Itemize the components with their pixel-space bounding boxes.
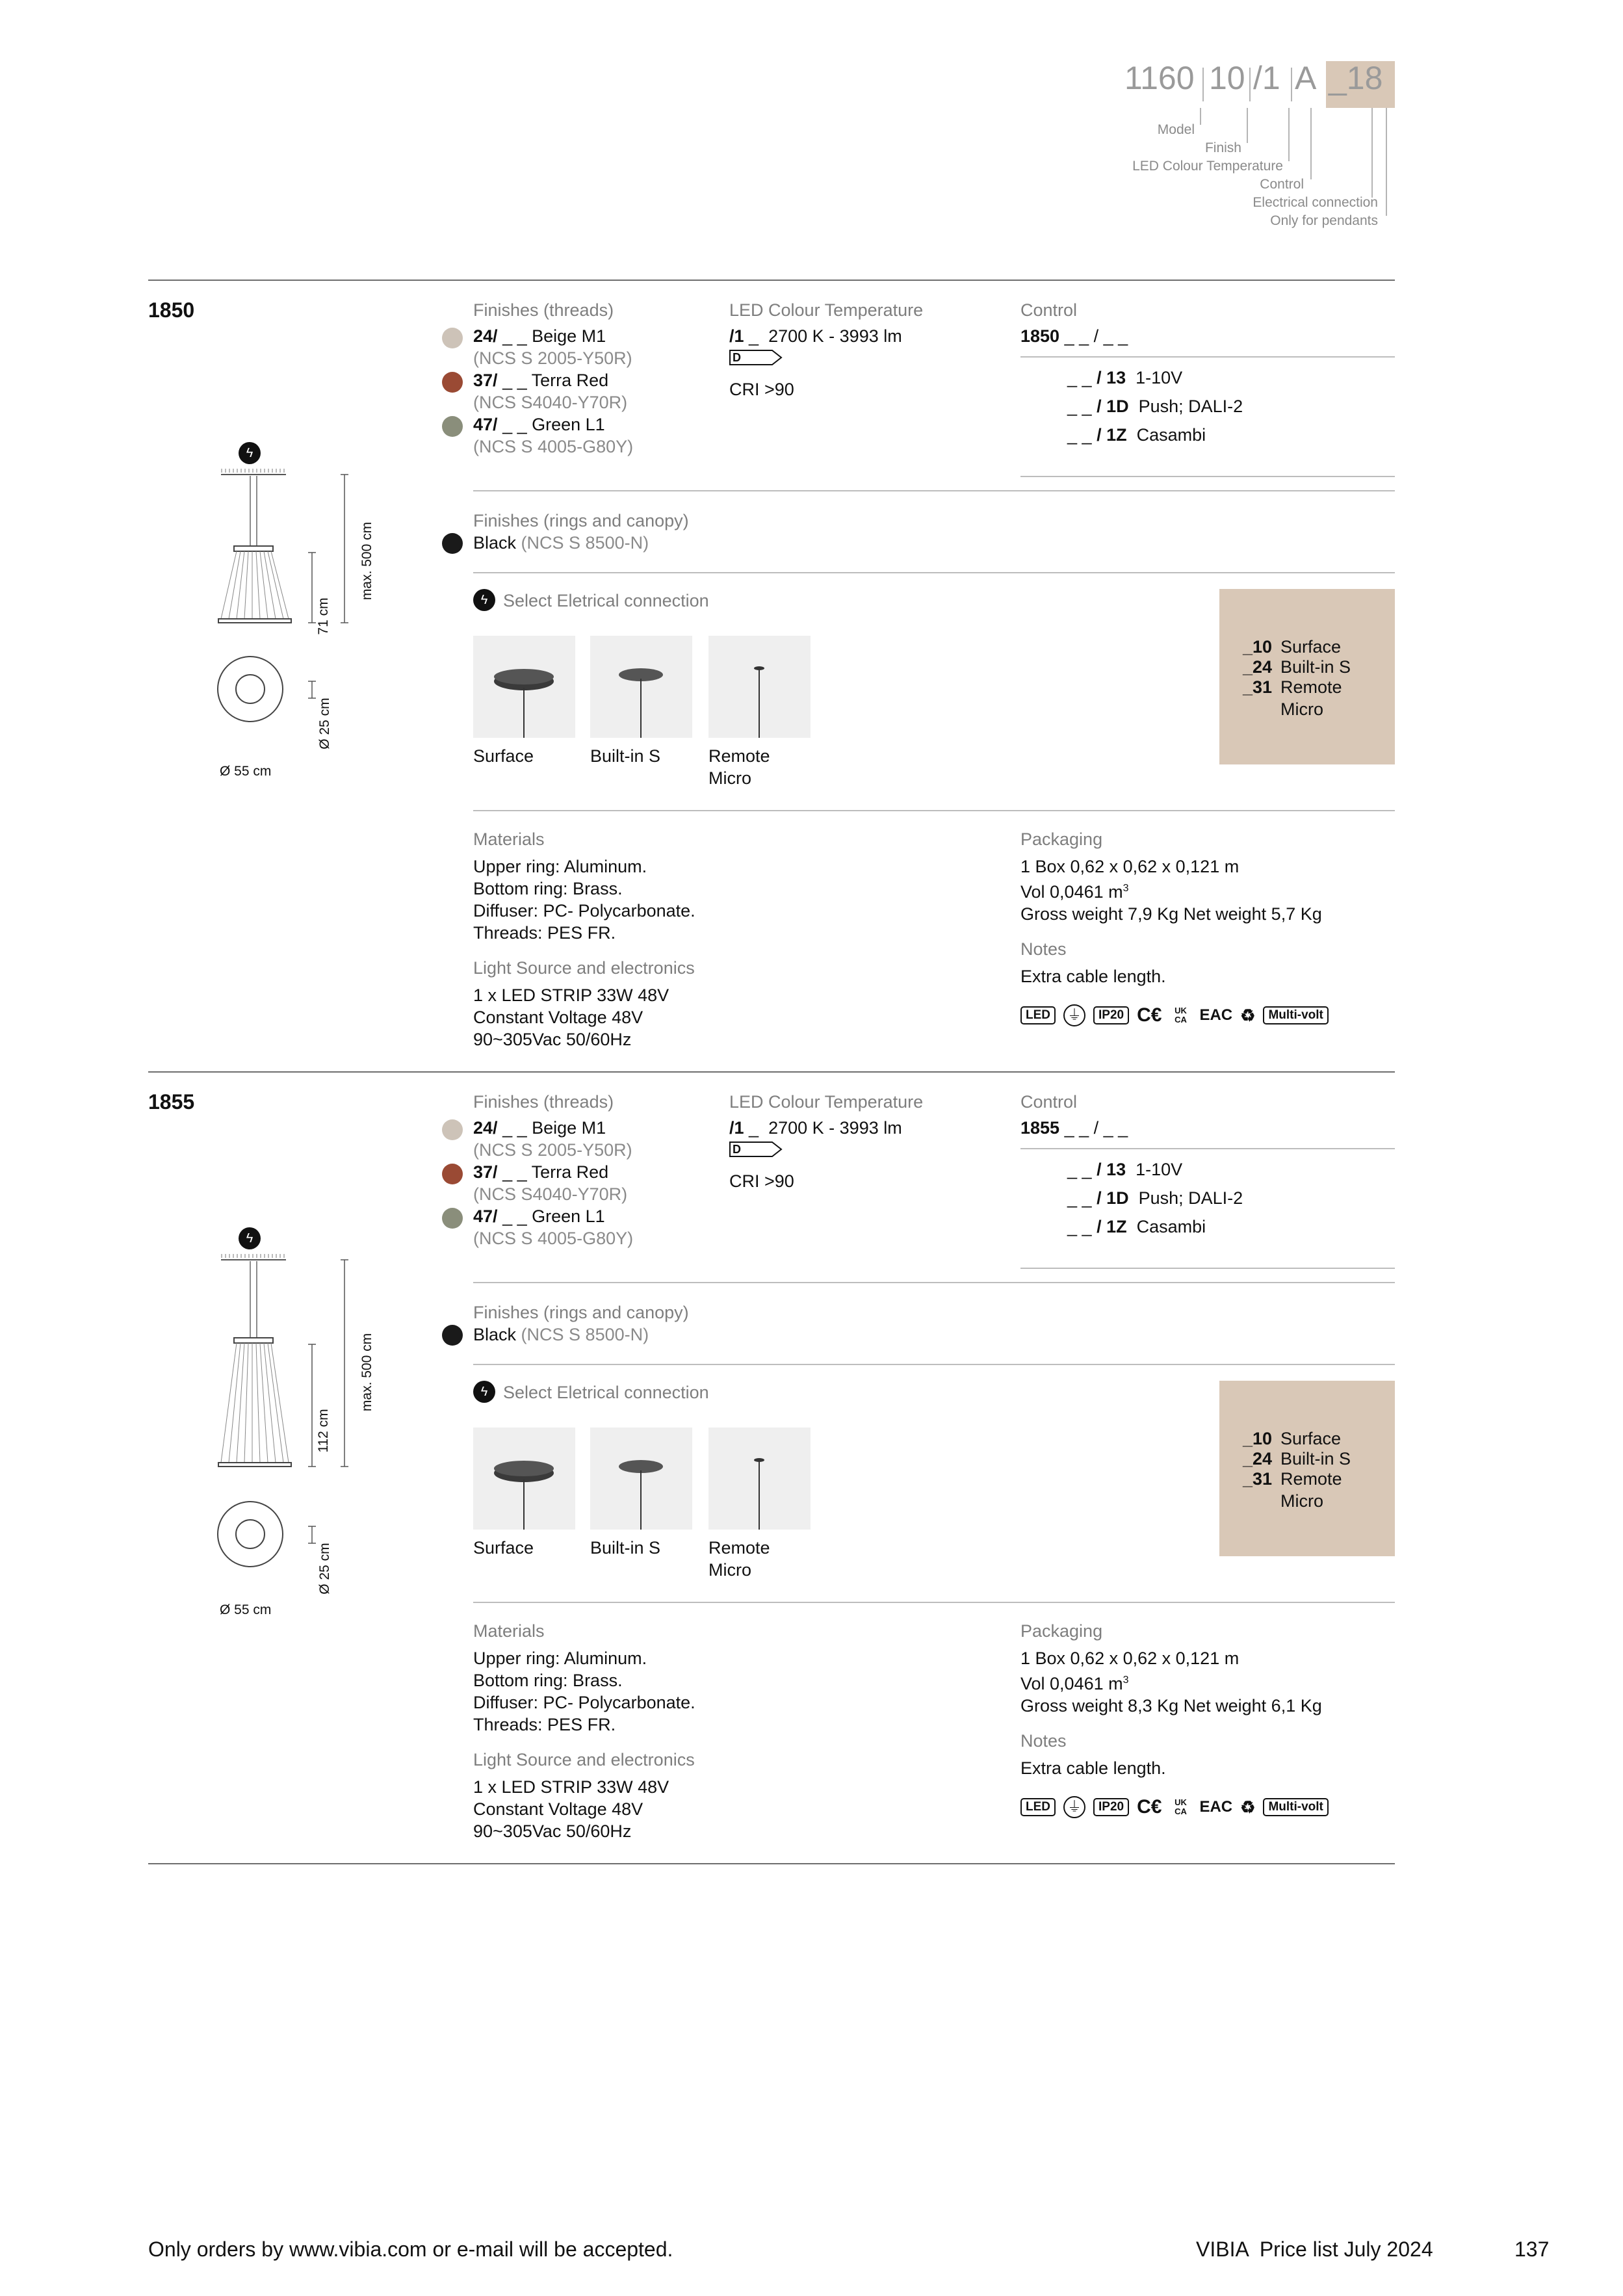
connection-code: _31 xyxy=(1243,1469,1273,1489)
notes-label: Notes xyxy=(1020,939,1067,959)
code-led: /1 xyxy=(1253,60,1280,96)
finish-code: 47/ xyxy=(473,1207,498,1226)
finish-name: Terra Red xyxy=(531,371,609,390)
light-label: Light Source and electronics xyxy=(473,1750,695,1769)
connection-built-in-s[interactable] xyxy=(590,636,692,738)
color-swatch xyxy=(442,1164,463,1184)
max-height-dimension: max. 500 cm xyxy=(359,1333,374,1412)
connection-code: _31 xyxy=(1243,677,1273,697)
lamp-diagram xyxy=(208,468,403,780)
lamp-drawing xyxy=(208,442,403,780)
connection-code-name: Remote Micro xyxy=(1280,1469,1342,1511)
control-code: / 1Z xyxy=(1097,425,1127,445)
elec-label: Select Eletrical connection xyxy=(503,591,709,610)
power-icon: ϟ xyxy=(239,442,261,464)
finish-ncs: (NCS S 4005-G80Y) xyxy=(473,1229,634,1248)
finish-name: Beige M1 xyxy=(532,326,606,346)
light-line: 90~305Vac 50/60Hz xyxy=(473,1821,632,1841)
elec-label: Select Eletrical connection xyxy=(503,1383,709,1402)
rings-ncs: (NCS S 8500-N) xyxy=(521,533,649,553)
ip-badge: IP20 xyxy=(1093,1006,1129,1024)
control-label: Control xyxy=(1020,1092,1078,1112)
finish-ncs: (NCS S4040-Y70R) xyxy=(473,393,628,412)
color-swatch xyxy=(442,533,463,554)
eac-mark-icon: EAC xyxy=(1199,1798,1233,1816)
rings-label: Finishes (rings and canopy) xyxy=(473,1303,689,1322)
finish-code: 37/ xyxy=(473,371,498,390)
materials-section xyxy=(473,828,928,1050)
control-code: / 1D xyxy=(1097,397,1129,416)
control-model-code: 1855 xyxy=(1020,1118,1060,1138)
cri-value: CRI >90 xyxy=(729,1171,794,1191)
led-option[interactable] xyxy=(729,325,989,347)
ukca-mark-icon: UK CA xyxy=(1175,1006,1187,1024)
legend-pendants: Only for pendants xyxy=(1270,213,1378,228)
control-name: Push; DALI-2 xyxy=(1138,397,1243,416)
earth-icon: ⏚ xyxy=(1063,1796,1085,1818)
material-line: Threads: PES FR. xyxy=(473,1715,616,1734)
color-swatch xyxy=(442,328,463,348)
finish-option[interactable] xyxy=(442,1205,689,1249)
connection-label: Remote Micro xyxy=(708,1538,770,1580)
control-name: Push; DALI-2 xyxy=(1138,1188,1243,1208)
finishes-rings xyxy=(442,1301,832,1346)
light-line: Constant Voltage 48V xyxy=(473,1799,643,1819)
packaging-section xyxy=(1020,828,1395,1026)
electrical-connection xyxy=(473,589,1395,810)
color-swatch xyxy=(442,1325,463,1346)
electrical-connection xyxy=(473,1381,1395,1602)
control-option[interactable] xyxy=(1067,1158,1395,1181)
control-code: / 13 xyxy=(1097,1160,1126,1179)
power-icon: ϟ xyxy=(473,1381,495,1403)
lamp-drawing xyxy=(208,1227,403,1595)
control-blank: _ _ xyxy=(1067,368,1092,387)
finish-ncs: (NCS S4040-Y70R) xyxy=(473,1184,628,1204)
finishes-threads-label: Finishes (threads) xyxy=(473,300,614,320)
control-option[interactable] xyxy=(1067,424,1395,446)
connection-surface[interactable] xyxy=(473,636,575,738)
earth-icon: ⏚ xyxy=(1063,1004,1085,1026)
connection-codes-box xyxy=(1219,589,1395,764)
packaging-label: Packaging xyxy=(1020,829,1103,849)
rings-name: Black xyxy=(473,533,517,553)
recycle-icon: ♻ xyxy=(1240,1797,1256,1817)
material-line: Upper ring: Aluminum. xyxy=(473,1649,647,1668)
max-height-dimension: max. 500 cm xyxy=(359,521,374,601)
energy-class: D xyxy=(733,1143,741,1156)
light-line: 1 x LED STRIP 33W 48V xyxy=(473,985,669,1005)
finish-option[interactable] xyxy=(442,413,689,458)
light-label: Light Source and electronics xyxy=(473,958,695,978)
control-blank: _ _ xyxy=(1067,1188,1092,1208)
box-dimensions: 1 Box 0,62 x 0,62 x 0,121 m xyxy=(1020,857,1240,876)
connection-label: Remote Micro xyxy=(708,746,770,788)
connection-label: Surface xyxy=(473,1538,534,1558)
connection-code: _10 xyxy=(1243,637,1273,657)
finish-option[interactable] xyxy=(442,369,689,413)
connection-code-name: Remote Micro xyxy=(1280,677,1342,719)
certification-badges xyxy=(1020,1004,1395,1026)
legend-led: LED Colour Temperature xyxy=(1132,159,1283,174)
box-dimensions: 1 Box 0,62 x 0,62 x 0,121 m xyxy=(1020,1649,1240,1668)
finish-ncs: (NCS S 2005-Y50R) xyxy=(473,348,632,368)
finish-option[interactable] xyxy=(442,325,689,369)
connection-built-in-s[interactable] xyxy=(590,1428,692,1530)
weights: Gross weight 7,9 Kg Net weight 5,7 Kg xyxy=(1020,904,1322,924)
eac-mark-icon: EAC xyxy=(1199,1006,1233,1024)
canopy-dimension: Ø 25 cm xyxy=(317,1543,332,1595)
control-label: Control xyxy=(1020,300,1078,320)
volume-unit-exponent: 3 xyxy=(1123,883,1129,894)
energy-class-badge xyxy=(729,1141,783,1157)
finish-name: Green L1 xyxy=(532,1207,605,1226)
certification-badges xyxy=(1020,1796,1395,1818)
light-line: 90~305Vac 50/60Hz xyxy=(473,1030,632,1049)
connection-remote-micro[interactable] xyxy=(708,636,811,738)
notes-text: Extra cable length. xyxy=(1020,967,1166,986)
led-section xyxy=(729,1091,989,1192)
color-swatch xyxy=(442,1208,463,1229)
connection-remote-micro[interactable] xyxy=(708,1428,811,1530)
finishes-threads-label: Finishes (threads) xyxy=(473,1092,614,1112)
connection-label: Surface xyxy=(473,746,534,766)
led-label: LED Colour Temperature xyxy=(729,1092,924,1112)
connection-code-name: Built-in S xyxy=(1280,657,1351,677)
diameter-dimension: Ø 55 cm xyxy=(220,764,272,779)
ce-mark-icon: C€ xyxy=(1137,1796,1162,1818)
finish-name: Terra Red xyxy=(531,1162,609,1182)
weights: Gross weight 8,3 Kg Net weight 6,1 Kg xyxy=(1020,1696,1322,1715)
connection-code-name: Built-in S xyxy=(1280,1449,1351,1468)
control-option[interactable] xyxy=(1067,1216,1395,1238)
model-number: 1855 xyxy=(148,1090,195,1114)
ce-mark-icon: C€ xyxy=(1137,1004,1162,1026)
material-line: Bottom ring: Brass. xyxy=(473,1671,623,1690)
control-option[interactable] xyxy=(1067,1187,1395,1209)
canopy-dimension: Ø 25 cm xyxy=(317,698,332,750)
finish-name: Beige M1 xyxy=(532,1118,606,1138)
product-section xyxy=(0,1071,1623,1864)
material-line: Diffuser: PC- Polycarbonate. xyxy=(473,1693,695,1712)
ukca-mark-icon: UK CA xyxy=(1175,1797,1187,1816)
code-finish: 10 xyxy=(1209,60,1245,96)
volume: Vol 0,0461 m xyxy=(1020,882,1123,902)
finishes-threads xyxy=(442,1091,689,1248)
finishes-threads xyxy=(442,299,689,456)
control-blank: _ _ xyxy=(1067,397,1092,416)
control-code: / 13 xyxy=(1097,368,1126,387)
recycle-icon: ♻ xyxy=(1240,1005,1256,1025)
multivolt-badge: Multi-volt xyxy=(1263,1798,1328,1816)
rings-option[interactable] xyxy=(442,532,832,554)
legend-finish: Finish xyxy=(1204,140,1241,155)
led-code: /1 xyxy=(729,326,744,346)
finish-blank: _ _ xyxy=(502,371,527,390)
product-section xyxy=(0,280,1623,1073)
power-icon: ϟ xyxy=(239,1227,261,1249)
finish-blank: _ _ xyxy=(502,326,527,346)
led-blank: _ xyxy=(749,1118,759,1138)
code-legend xyxy=(1105,59,1404,241)
material-line: Threads: PES FR. xyxy=(473,923,616,943)
legend-model: Model xyxy=(1157,122,1195,137)
material-line: Upper ring: Aluminum. xyxy=(473,857,647,876)
model-number: 1850 xyxy=(148,298,195,322)
led-badge: LED xyxy=(1020,1006,1056,1024)
legend-connection: Electrical connection xyxy=(1253,195,1378,210)
packaging-section xyxy=(1020,1620,1395,1818)
rings-option[interactable] xyxy=(442,1324,832,1346)
packaging-label: Packaging xyxy=(1020,1621,1103,1641)
control-name: 1-10V xyxy=(1136,1160,1183,1179)
led-value: 2700 K - 3993 lm xyxy=(768,326,902,346)
connection-label: Built-in S xyxy=(590,1538,661,1558)
finishes-rings xyxy=(442,510,832,554)
energy-class-badge xyxy=(729,350,783,365)
control-name: 1-10V xyxy=(1136,368,1183,387)
finish-ncs: (NCS S 2005-Y50R) xyxy=(473,1140,632,1160)
finish-code: 24/ xyxy=(473,1118,498,1138)
page-number: 137 xyxy=(1514,2237,1550,2261)
materials-section xyxy=(473,1620,928,1842)
rings-name: Black xyxy=(473,1325,517,1344)
control-name: Casambi xyxy=(1136,425,1206,445)
material-line: Bottom ring: Brass. xyxy=(473,879,623,898)
material-line: Diffuser: PC- Polycarbonate. xyxy=(473,901,695,920)
control-code-suffix: _ _ / _ _ xyxy=(1064,1118,1128,1138)
diameter-dimension: Ø 55 cm xyxy=(220,1602,272,1617)
height-dimension: 112 cm xyxy=(316,1409,331,1453)
control-code: / 1D xyxy=(1097,1188,1129,1208)
rings-label: Finishes (rings and canopy) xyxy=(473,511,689,530)
color-swatch xyxy=(442,372,463,393)
footer-brand: VIBIA Price list July 2024 xyxy=(1196,2237,1433,2261)
code-model: 1160 xyxy=(1124,60,1195,96)
control-section xyxy=(1020,299,1395,446)
volume: Vol 0,0461 m xyxy=(1020,1674,1123,1693)
led-blank: _ xyxy=(749,326,759,346)
color-swatch xyxy=(442,416,463,437)
control-option[interactable] xyxy=(1067,395,1395,417)
led-label: LED Colour Temperature xyxy=(729,300,924,320)
notes-text: Extra cable length. xyxy=(1020,1758,1166,1778)
finish-blank: _ _ xyxy=(502,1162,527,1182)
connection-surface[interactable] xyxy=(473,1428,575,1530)
height-dimension: 71 cm xyxy=(316,597,331,635)
finish-blank: _ _ xyxy=(502,1207,527,1226)
cri-value: CRI >90 xyxy=(729,380,794,399)
control-option[interactable] xyxy=(1067,367,1395,389)
footer-notice: Only orders by www.vibia.com or e-mail will be accepted. xyxy=(148,2237,673,2261)
finish-ncs: (NCS S 4005-G80Y) xyxy=(473,437,634,456)
led-code: /1 xyxy=(729,1118,744,1138)
finish-name: Green L1 xyxy=(532,415,605,434)
materials-label: Materials xyxy=(473,829,545,849)
rings-ncs: (NCS S 8500-N) xyxy=(521,1325,649,1344)
volume-unit-exponent: 3 xyxy=(1123,1675,1129,1686)
control-model-code: 1850 xyxy=(1020,326,1060,346)
finish-blank: _ _ xyxy=(502,415,527,434)
finish-code: 24/ xyxy=(473,326,498,346)
finish-option[interactable] xyxy=(442,1117,689,1161)
ip-badge: IP20 xyxy=(1093,1798,1129,1816)
energy-class: D xyxy=(733,351,741,364)
connection-code: _24 xyxy=(1243,657,1273,677)
finish-option[interactable] xyxy=(442,1161,689,1205)
led-option[interactable] xyxy=(729,1117,989,1139)
code-control: A xyxy=(1295,60,1317,96)
materials-label: Materials xyxy=(473,1621,545,1641)
connection-label: Built-in S xyxy=(590,746,661,766)
notes-label: Notes xyxy=(1020,1731,1067,1751)
led-section xyxy=(729,299,989,400)
legend-control: Control xyxy=(1260,177,1304,192)
multivolt-badge: Multi-volt xyxy=(1263,1006,1328,1024)
code-connection: _18 xyxy=(1329,60,1383,96)
finish-code: 47/ xyxy=(473,415,498,434)
finish-code: 37/ xyxy=(473,1162,498,1182)
control-blank: _ _ xyxy=(1067,1217,1092,1236)
connection-code: _10 xyxy=(1243,1429,1273,1448)
finish-blank: _ _ xyxy=(502,1118,527,1138)
control-blank: _ _ xyxy=(1067,425,1092,445)
connection-code-name: Surface xyxy=(1280,1429,1342,1448)
led-value: 2700 K - 3993 lm xyxy=(768,1118,902,1138)
control-name: Casambi xyxy=(1136,1217,1206,1236)
connection-code-name: Surface xyxy=(1280,637,1342,657)
control-blank: _ _ xyxy=(1067,1160,1092,1179)
connection-codes-box xyxy=(1219,1381,1395,1556)
control-code: / 1Z xyxy=(1097,1217,1127,1236)
power-icon: ϟ xyxy=(473,589,495,611)
led-badge: LED xyxy=(1020,1798,1056,1816)
control-section xyxy=(1020,1091,1395,1238)
light-line: Constant Voltage 48V xyxy=(473,1008,643,1027)
control-code-suffix: _ _ / _ _ xyxy=(1064,326,1128,346)
connection-code: _24 xyxy=(1243,1449,1273,1468)
light-line: 1 x LED STRIP 33W 48V xyxy=(473,1777,669,1797)
color-swatch xyxy=(442,1119,463,1140)
